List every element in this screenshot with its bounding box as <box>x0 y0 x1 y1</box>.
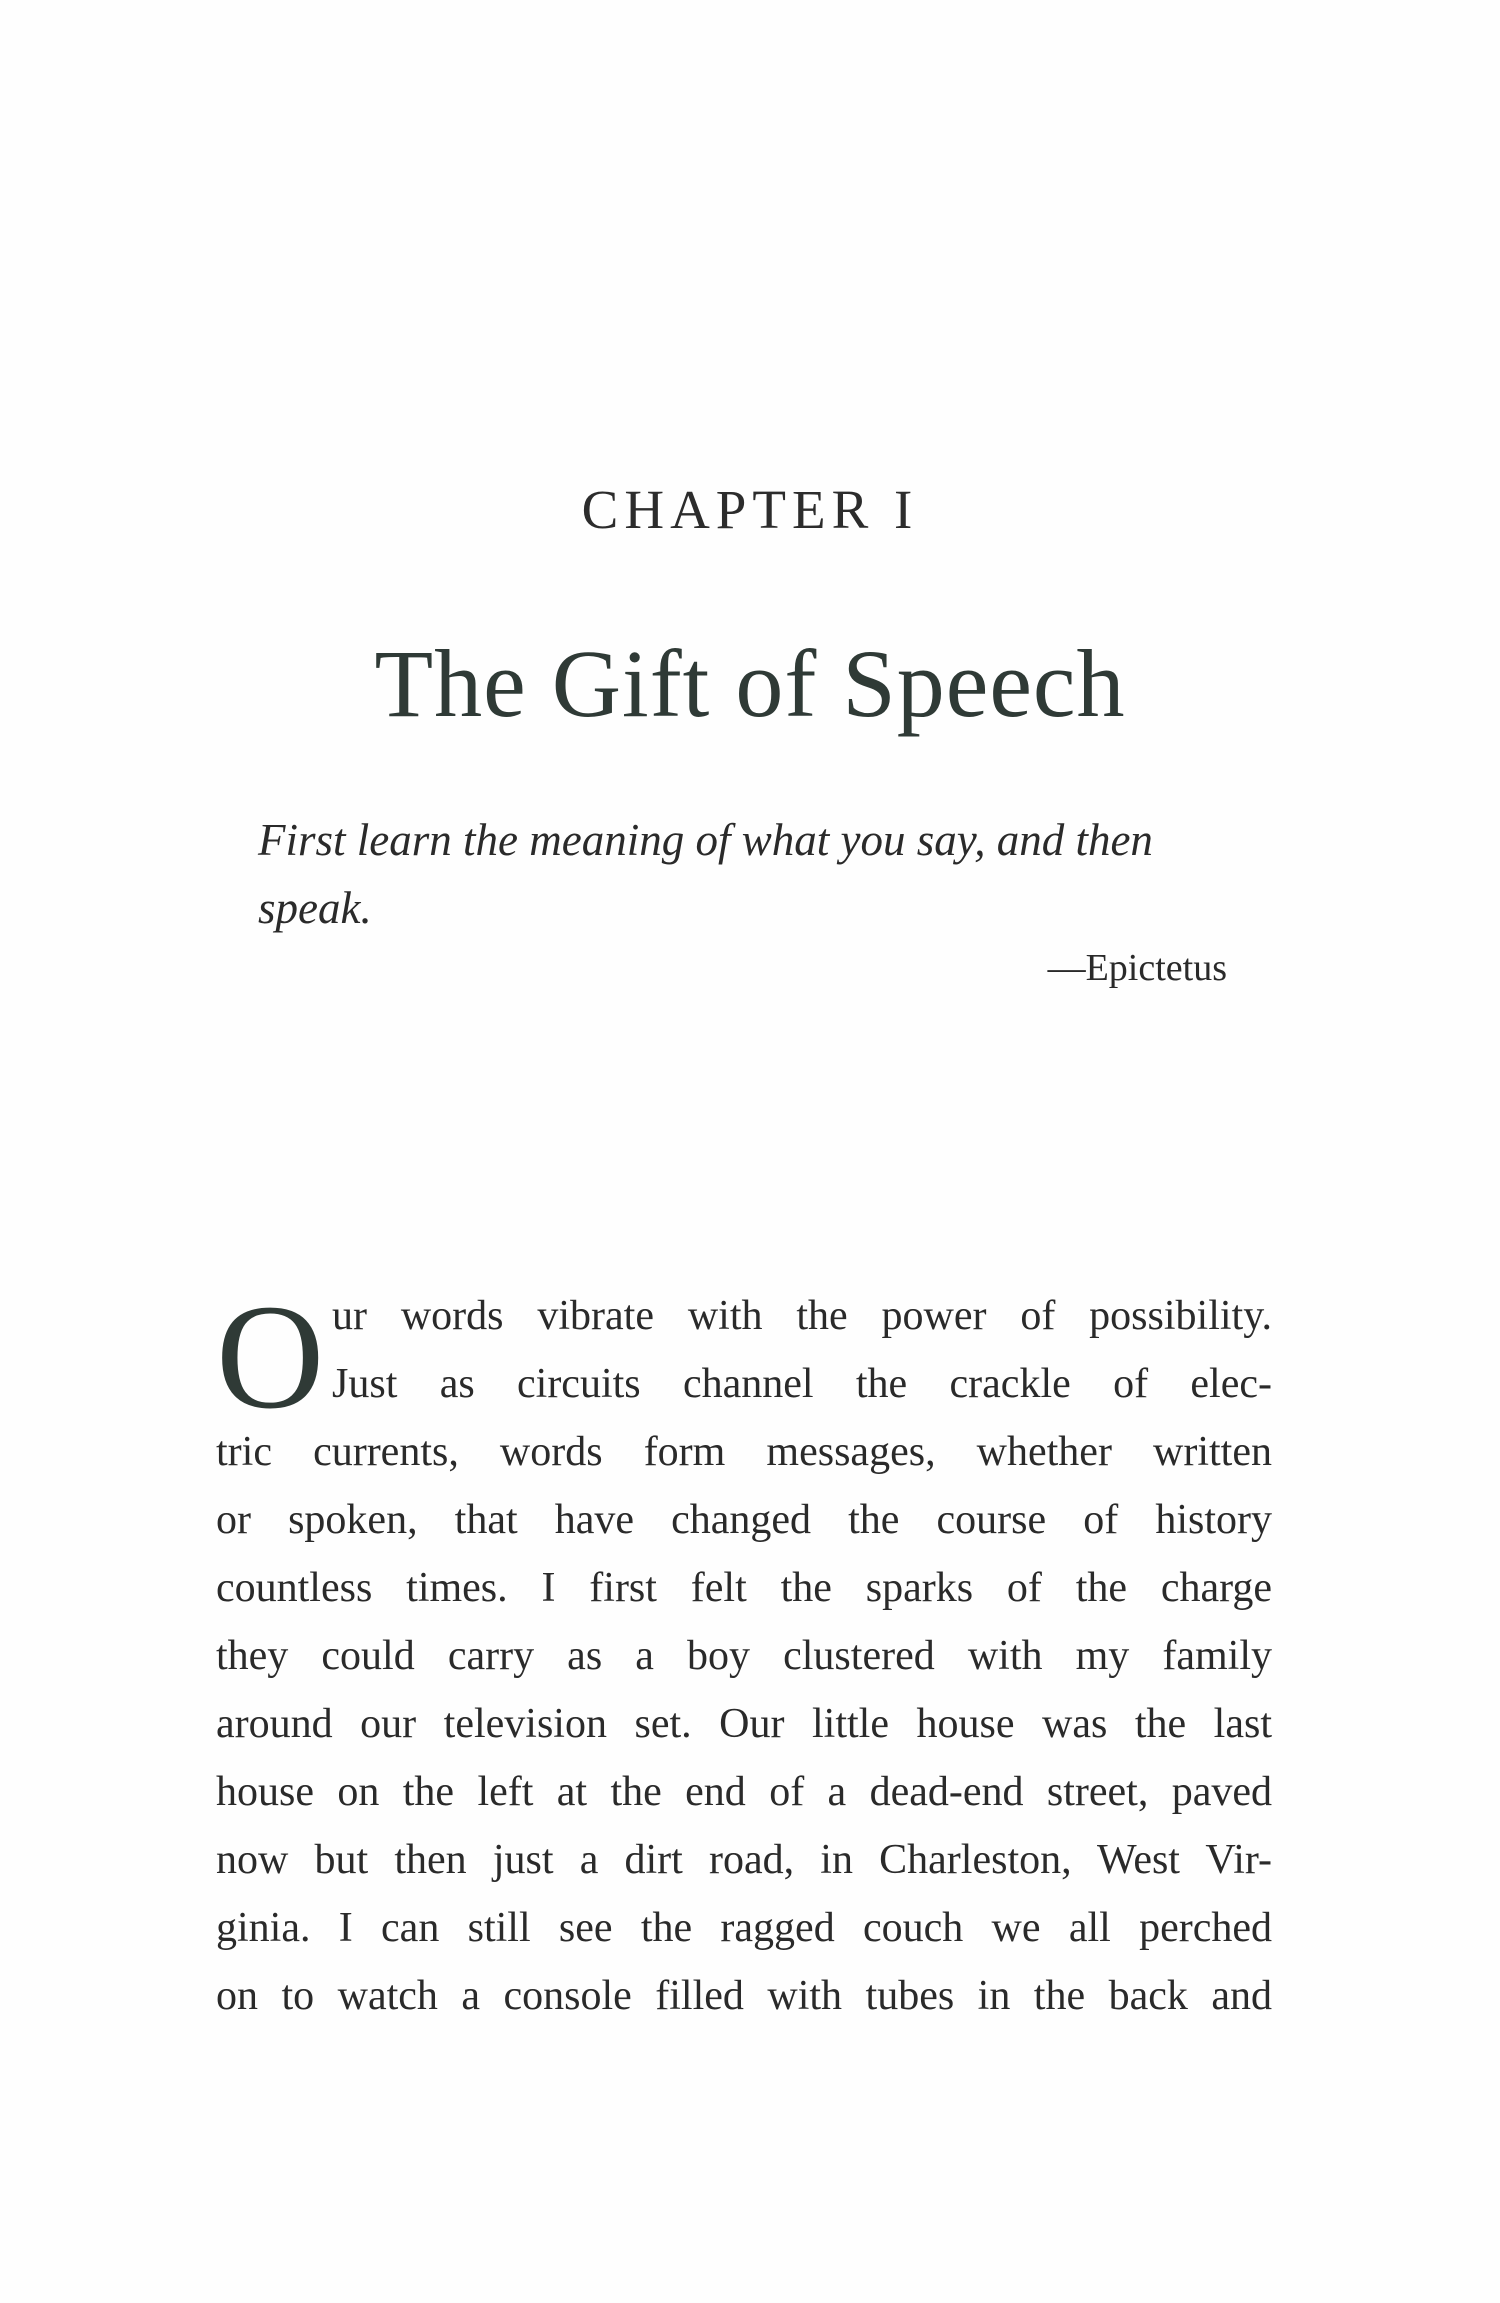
epigraph-attribution: —Epictetus <box>1047 947 1227 989</box>
body-line: they could carry as a boy clustered with my family <box>216 1633 1272 1679</box>
chapter-label: CHAPTER I <box>581 479 919 540</box>
body-line: Just as circuits channel the crackle of elec- <box>332 1361 1272 1407</box>
body-line: ginia. I can still see the ragged couch we all perched <box>216 1905 1272 1951</box>
body-line: on to watch a console filled with tubes in the back and <box>216 1973 1272 2019</box>
epigraph-quote: First learn the meaning of what you say, and then speak. <box>258 815 1153 933</box>
body-line: countless times. I first felt the sparks of the charge <box>216 1565 1272 1611</box>
body-line: or spoken, that have changed the course of history <box>216 1497 1272 1543</box>
body-line: now but then just a dirt road, in Charleston, West Vir- <box>216 1837 1272 1883</box>
body-line: tric currents, words form messages, whether written <box>216 1429 1272 1475</box>
chapter-title: The Gift of Speech <box>374 630 1126 737</box>
body-line: around our television set. Our little house was the last <box>216 1701 1272 1747</box>
body-line: house on the left at the end of a dead-end street, paved <box>216 1769 1272 1815</box>
drop-cap: O <box>216 1274 325 1440</box>
body-line: ur words vibrate with the power of possibility. <box>332 1293 1272 1339</box>
